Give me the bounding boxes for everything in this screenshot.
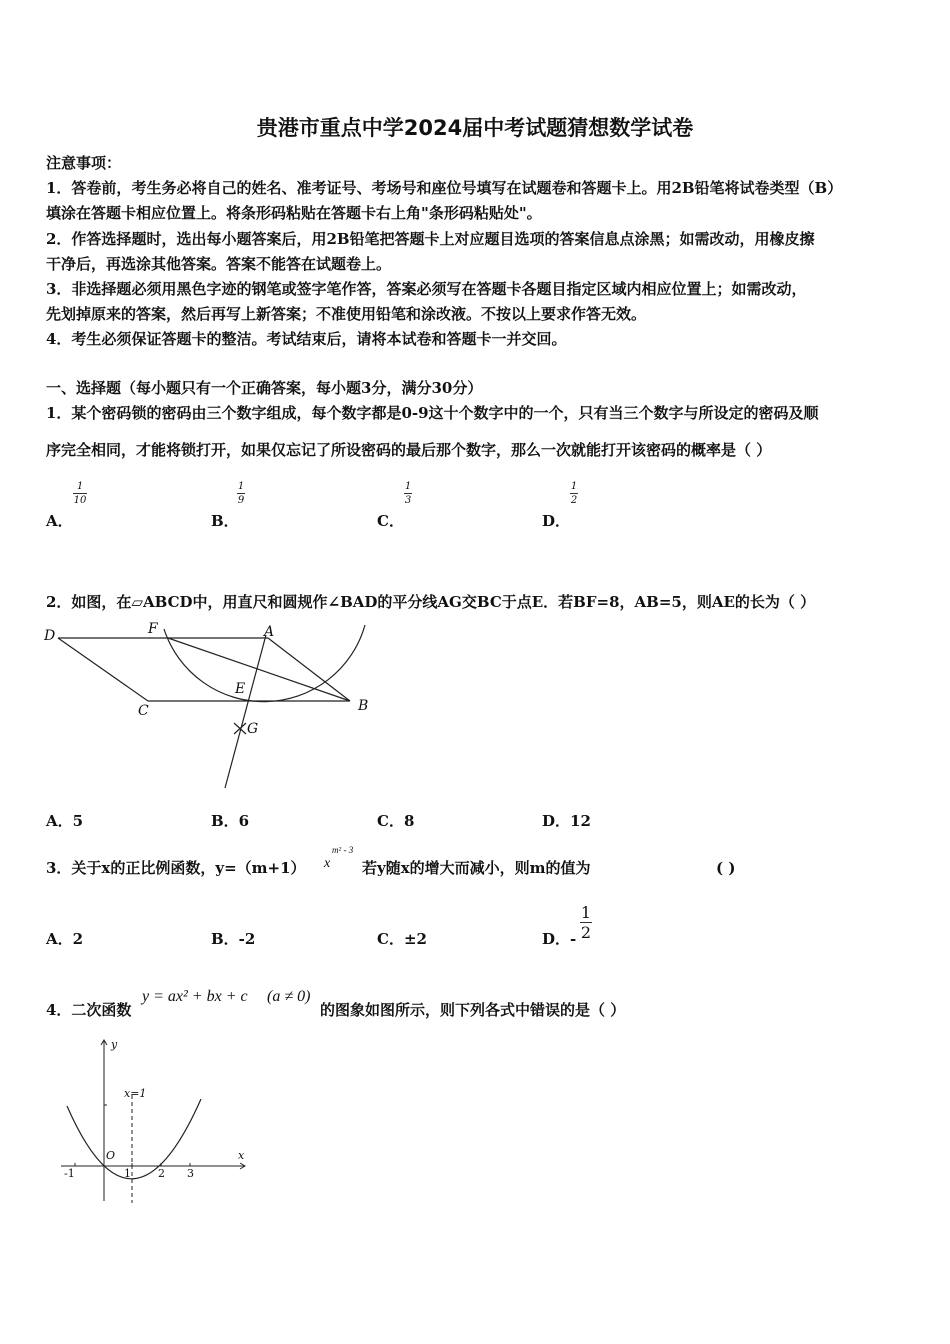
notice-line: 1．答卷前，考生务必将自己的姓名、准考证号、考场号和座位号填写在试题卷和答题卡上。用2B铅笔将试卷类型（B） xyxy=(46,179,843,197)
option-c: C． xyxy=(377,512,404,530)
page-title: 贵港市重点中学2024届中考试题猜想数学试卷 xyxy=(256,116,694,140)
notice-heading: 注意事项： xyxy=(46,154,122,172)
fraction-b xyxy=(237,481,245,506)
option-c: C．±2 xyxy=(377,930,427,948)
origin-label: O xyxy=(106,1149,116,1162)
option-b: B．6 xyxy=(211,812,250,830)
label-e: E xyxy=(235,681,246,697)
fraction-num: 1 xyxy=(570,481,578,492)
question-1-line-1: 1．某个密码锁的密码由三个数字组成，每个数字都是0-9这十个数字中的一个，只有当三个数字与所设定的密码及顺 xyxy=(46,404,819,422)
label-a: A xyxy=(264,624,275,640)
fraction-den: 10 xyxy=(73,495,87,506)
option-d: D．12 xyxy=(542,812,591,830)
label-f: F xyxy=(148,621,158,637)
section-heading: 一、选择题（每小题只有一个正确答案，每小题3分，满分30分） xyxy=(46,379,483,397)
parallelogram-figure xyxy=(40,620,380,792)
question-3-prefix: 3．关于x的正比例函数，y=（m+1） xyxy=(46,859,306,877)
notice-line: 3．非选择题必须用黑色字迹的钢笔或签字笔作答，答案必须写在答题卡各题目指定区域内相应位置上；如需改动， xyxy=(46,280,807,298)
notice-line: 2．作答选择题时，选出每小题答案后，用2B铅笔把答题卡上对应题目选项的答案信息点涂黑；如需改动，用橡皮擦 xyxy=(46,230,815,248)
x-label: x xyxy=(238,1149,245,1162)
option-b: B．-2 xyxy=(211,930,256,948)
parabola-curve xyxy=(67,1099,201,1179)
option-d: D． xyxy=(542,512,571,530)
fraction-den: 3 xyxy=(404,495,412,506)
axis-label: x=1 xyxy=(124,1087,147,1100)
notice-line: 4．考生必须保证答题卡的整洁。考试结束后，请将本试卷和答题卡一并交回。 xyxy=(46,330,567,348)
bisector-ag xyxy=(225,635,266,788)
fraction-den: 2 xyxy=(570,495,578,506)
line-dc xyxy=(58,638,148,701)
option-a: A．5 xyxy=(46,812,84,830)
question-2-text: 2．如图，在▱ABCD中，用直尺和圆规作∠BAD的平分线AG交BC于点E．若BF=8，AB=5，则AE的长为（ ） xyxy=(46,593,816,611)
option-b: B． xyxy=(211,512,239,530)
label-c: C xyxy=(138,703,149,719)
question-4-prefix: 4．二次函数 xyxy=(46,1001,132,1019)
fraction-den: 9 xyxy=(237,495,245,506)
option-c: C．8 xyxy=(377,812,415,830)
parabola-graph xyxy=(55,1035,255,1205)
label-g: G xyxy=(247,721,259,737)
quadratic-formula: y = ax² + bx + c xyxy=(142,988,248,1005)
fraction-c xyxy=(404,481,412,506)
y-label: y xyxy=(111,1038,118,1051)
fraction-num: 1 xyxy=(580,903,592,922)
fraction-num: 1 xyxy=(76,481,84,492)
label-b: B xyxy=(358,698,369,714)
tick-label: 2 xyxy=(158,1167,165,1180)
fraction-a xyxy=(73,481,87,506)
tick-label: -1 xyxy=(64,1167,75,1180)
line-fb xyxy=(168,638,350,701)
notice-line: 干净后，再选涂其他答案。答案不能答在试题卷上。 xyxy=(46,255,392,273)
power-base: x xyxy=(324,856,331,871)
label-d: D xyxy=(44,628,56,644)
fraction-num: 1 xyxy=(237,481,245,492)
question-3-suffix: 若y随x的增大而减小，则m的值为 xyxy=(362,859,591,877)
question-4-suffix: 的图象如图所示，则下列各式中错误的是（ ） xyxy=(320,1001,626,1019)
condition: (a ≠ 0) xyxy=(267,988,311,1005)
option-d: D．- xyxy=(542,930,577,948)
question-1-line-2: 序完全相同，才能将锁打开，如果仅忘记了所设密码的最后那个数字，那么一次就能打开该密码的概率是（ ） xyxy=(46,441,772,459)
power-exponent: m² - 3 xyxy=(332,845,354,855)
option-a: A．2 xyxy=(46,930,84,948)
fraction-half xyxy=(580,904,592,941)
notice-line: 先划掉原来的答案，然后再写上新答案；不准使用铅笔和涂改液。不按以上要求作答无效。 xyxy=(46,305,647,323)
fraction-num: 1 xyxy=(404,481,412,492)
notice-line: 填涂在答题卡相应位置上。将条形码粘贴在答题卡右上角"条形码粘贴处"。 xyxy=(46,204,542,222)
option-a: A． xyxy=(46,512,73,530)
tick-label: 3 xyxy=(187,1167,194,1180)
fraction-den: 2 xyxy=(580,923,592,942)
fraction-d xyxy=(570,481,578,506)
answer-paren: ( ) xyxy=(716,859,736,877)
tick-label: 1 xyxy=(124,1167,131,1180)
